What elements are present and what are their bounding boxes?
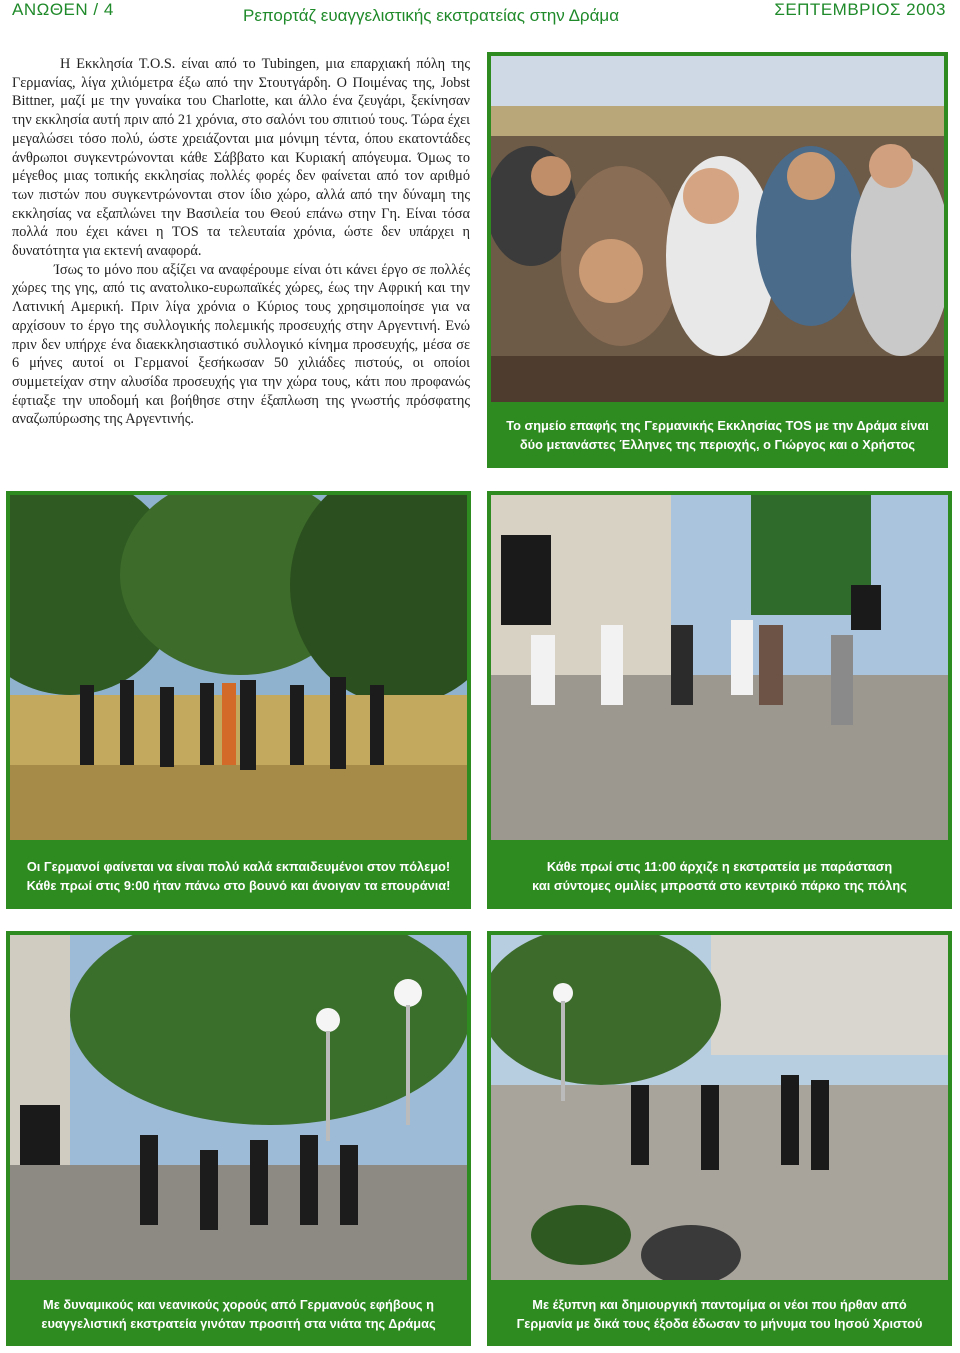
caption-line: και σύντομες ομιλίες μπροστά στο κεντρικό πάρκο της πόλης — [532, 878, 907, 893]
article-body — [12, 55, 470, 429]
caption-line: Γερμανία με δικά τους έξοδα έδωσαν το μήνυμα του Ιησού Χριστού — [516, 1316, 923, 1331]
page-header — [0, 0, 960, 34]
photo-mountain-group — [10, 495, 467, 840]
article-paragraph-2: Ίσως το μόνο που αξίζει να αναφέρουμε είναι ότι κάνει έργο σε πολλές χώρες της γης, από τις ανατολικο-ευρωπαϊκές χώρες, έως την Αφρική και την Λατινική Αμερική. Πριν λίγα χρόνια ο Κύριος τους χρησιμοποίησε για να αρχίσουν το έργο της συλλογικής πολεμικής προσευχής στην Αργεντινή. Ενώ πριν δεν υπήρχε ένα διαεκκλησιαστικό συλλογικό κίνημα προσευχής, μέσα σε 6 μήνες αυτοί οι Γερμανοί ξεσήκωσαν 50 χιλιάδες πιστούς, οι οποίοι συμμετείχαν στην αλυσίδα προσευχής για την χώρα τους, κάτι που προφανώς έφτιαξε την υποδομή και βοήθησε στην έξαπλωση της γνωστής πρόσφατης αναζωπύρωσης της Αργεντινής. — [12, 261, 470, 428]
article-paragraph-1: Η Εκκλησία T.O.S. είναι από το Tubingen, μια επαρχιακή πόλη της Γερμανίας, λίγα χιλιόμετρα έξω από την Στουτγάρδη. Ο Ποιμένας της, Jobst Bittner, μαζί με την γυναίκα του Charlotte, και άλλο ένα ζευγάρι, ξεκίνησαν την εκκλησία αυτή πριν από 21 χρόνια, στο σαλόνι του σπιτιού τους. Τώρα έχει μεγαλώσει τόσο πολύ, ώστε χρειάζονται μια μόνιμη τέντα, όπου εκατοντάδες άνθρωποι συγκεντρώνονται κάθε Σάββατο και Κυριακή απόγευμα. Όμως το μέγεθος μιας τοπικής εκκλησίας πολλές φορές δεν φαίνεται από τον αριθμό των πιστών που συγκεντρώνονται στον ίδιο χώρο, αλλά από την δύναμη της εκκλησίας να εξαπλώνει την Βασιλεία του Θεού επάνω στην Γη. Είναι τόσα πολλά που έχει κάνει η TOS τα τελευταία χρόνια, ώστε δεν υπάρχει η δυνατότητα για εκτενή αναφορά. — [12, 56, 470, 260]
magazine-issue-label: ΑΝΩΘΕΝ / 4 — [12, 0, 114, 19]
caption-line: Με δυναμικούς και νεανικούς χορούς από Γερμανούς εφήβους η — [43, 1297, 434, 1312]
caption-line: Κάθε πρωί στις 11:00 άρχιζε η εκστρατεία με παράσταση — [546, 859, 893, 874]
caption-dance — [10, 1285, 467, 1343]
photo-stage-performance — [491, 495, 948, 840]
caption-line: Κάθε πρωί στις 9:00 ήταν πάνω στο βουνό και άνοιγαν τα επουράνια! — [26, 878, 451, 893]
caption-line: Το σημείο επαφής της Γερμανικής Εκκλησίας TOS με την Δράμα είναι — [506, 418, 929, 433]
photo-prayer-group — [491, 56, 944, 402]
photo-mime — [491, 935, 948, 1280]
issue-date: ΣΕΠΤΕΜΒΡΙΟΣ 2003 — [774, 0, 946, 19]
caption-line: δύο μετανάστες Έλληνες της περιοχής, ο Γιώργος και ο Χρήστος — [519, 437, 916, 452]
caption-line: ευαγγελιστική εκστρατεία γινόταν προσιτή στα νιάτα της Δράμας — [41, 1316, 436, 1331]
caption-line: Οι Γερμανοί φαίνεται να είναι πολύ καλά εκπαιδευμένοι στον πόλεμο! — [26, 859, 451, 874]
caption-mime — [491, 1285, 948, 1343]
caption-stage-performance — [491, 846, 948, 906]
caption-prayer-group — [491, 405, 944, 465]
photo-dance — [10, 935, 467, 1280]
caption-line: Με έξυπνη και δημιουργική παντομίμα οι νέοι που ήρθαν από — [532, 1297, 907, 1312]
page-title: Ρεπορτάζ ευαγγελιστικής εκστρατείας στην Δράμα — [243, 6, 620, 25]
caption-mountain-group — [10, 846, 467, 906]
